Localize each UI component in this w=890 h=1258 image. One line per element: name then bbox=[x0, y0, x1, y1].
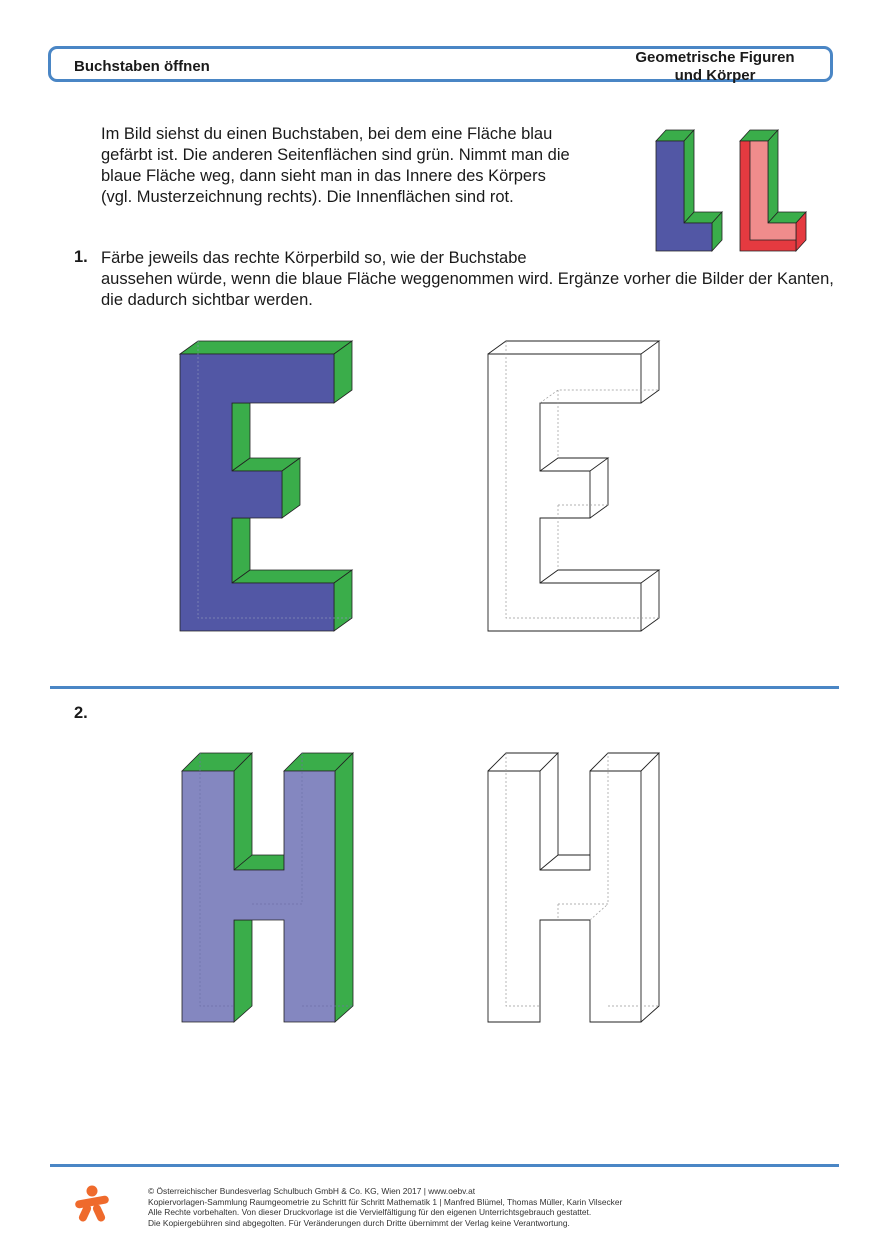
footer-line-4: Die Kopiergebühren sind abgegolten. Für Veränderungen durch Dritte übernimmt der Verlag keine Verantwortung. bbox=[148, 1217, 570, 1228]
footer-divider bbox=[50, 1164, 839, 1167]
task-1-line-1: Färbe jeweils das rechte Körperbild so, wie der Buchstabe bbox=[101, 249, 527, 267]
letter-e-colored bbox=[180, 341, 352, 631]
letter-h-outline bbox=[488, 753, 659, 1022]
sample-letter-l-open bbox=[740, 130, 806, 251]
letter-h-colored bbox=[182, 753, 353, 1022]
worksheet-title: Buchstaben öffnen bbox=[74, 58, 210, 75]
footer-line-1: © Österreichischer Bundesverlag Schulbuch GmbH & Co. KG, Wien 2017 | www.oebv.at bbox=[148, 1186, 476, 1196]
sample-letter-l-closed bbox=[656, 130, 722, 251]
task-1-number: 1. bbox=[74, 248, 88, 266]
topic-line-2: und Körper bbox=[674, 67, 756, 84]
publisher-logo-icon bbox=[72, 1184, 112, 1224]
topic-line-1: Geometrische Figuren bbox=[635, 49, 795, 66]
footer-line-3: Alle Rechte vorbehalten. Von dieser Druckvorlage ist die Vervielfältigung für den eigenen Unterrichtsgebrauch gestattet. bbox=[148, 1207, 592, 1218]
footer-line-2: Kopiervorlagen-Sammlung Raumgeometrie zu Schritt für Schritt Mathematik 1 | Manfred Blümel, Thomas Müller, Karin Vilsecker bbox=[148, 1196, 623, 1207]
task-1-line-2: aussehen würde, wenn die blaue Fläche weggenommen wird. Ergänze vorher die Bilder der Kanten, die dadurch sichtbar werden. bbox=[101, 270, 834, 309]
letter-e-outline bbox=[488, 341, 659, 631]
intro-text: Im Bild siehst du einen Buchstaben, bei dem eine Fläche blau gefärbt ist. Die anderen Seitenflächen sind grün. Nimmt man die blaue Fläche weg, dann sieht man in das Innere des Körpers (vgl. Musterzeichnung rechts). Die Innenflächen sind rot. bbox=[101, 125, 570, 206]
task-2-number: 2. bbox=[74, 704, 88, 722]
footer-text bbox=[148, 1186, 788, 1228]
